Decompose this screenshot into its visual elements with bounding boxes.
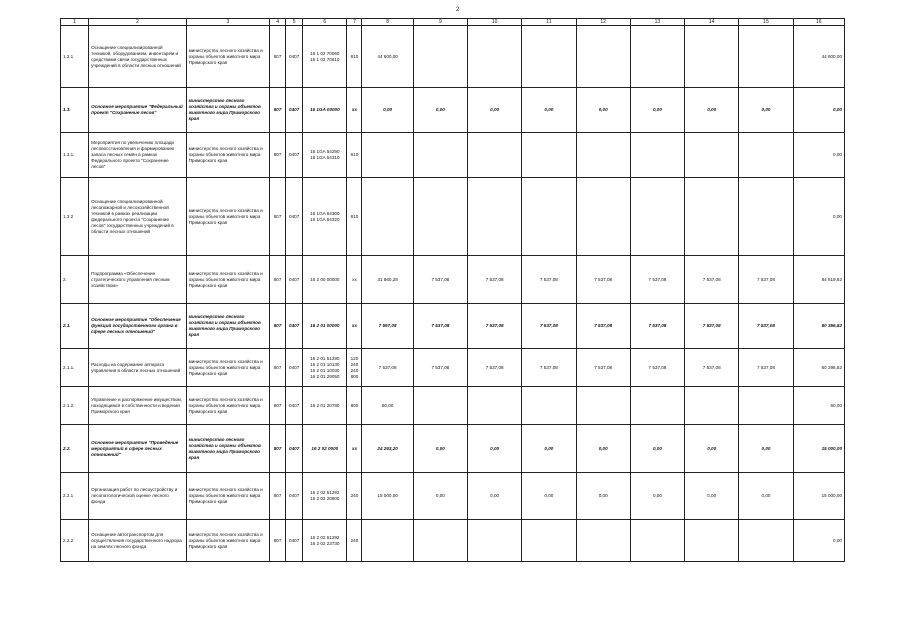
amount-year-10 [468,178,522,256]
header-cell: 16 [793,19,844,26]
amount-year-11 [522,133,576,178]
amount-year-11: 0,00 [522,425,576,473]
amount-year-15 [739,178,793,256]
amount-col8 [362,178,413,256]
amount-year-12: 0,00 [576,425,630,473]
vr-code: 610 [347,133,362,178]
grbs-code: 807 [270,520,286,562]
amount-year-14: 0,00 [685,425,739,473]
amount-year-13: 7 537,08 [630,349,684,387]
csr-code: 16 1GA 54320 [310,216,340,222]
csr-code: 16 1 02 70610 [310,56,340,62]
table-row [61,88,845,133]
header-cell: 5 [286,19,303,26]
grbs-code: 807 [270,133,286,178]
csr-code: 16 1GA 54290 [310,149,340,154]
row-number: 2. [61,256,89,304]
amount-year-9: 0,00 [413,425,467,473]
measure-name: Мероприятия по увеличению площади лесовосстановления и формированию запаса лесных семян в рамках Федерального проекта "Сохранение лесов" [89,133,186,178]
amount-year-9 [413,387,467,425]
amount-col8: 60,00 [362,387,413,425]
amount-total: 84 619,82 [793,256,844,304]
csr-codes [303,304,347,349]
csr-code: 16 2 01 00000 [310,323,340,328]
measure-name: Основное мероприятие "Федеральный проект "Сохранение лесов" [89,88,186,133]
amount-year-9 [413,520,467,562]
csr-codes [303,256,347,304]
header-cell: 1 [61,19,89,26]
measure-name: Оснащение специализированной техникой, оборудованием, инвентарем и средствами связи государственных учреждений в области лесных отношений [89,26,186,88]
amount-year-15: 0,00 [739,425,793,473]
amount-col8 [362,520,413,562]
header-cell: 11 [522,19,576,26]
csr-code: 16 2 02 20800 [310,496,340,501]
header-cell: 3 [186,19,269,26]
amount-col8: 15 000,00 [362,473,413,520]
amount-year-10 [468,520,522,562]
header-cell: 10 [468,19,522,26]
amount-year-14: 0,00 [685,88,739,133]
amount-year-11: 0,00 [522,88,576,133]
amount-year-14 [685,26,739,88]
table-row [61,256,845,304]
amount-year-10 [468,133,522,178]
header-row [61,19,845,26]
amount-year-10: 7 537,08 [468,349,522,387]
amount-year-14 [685,178,739,256]
amount-year-11 [522,520,576,562]
amount-year-12: 0,00 [576,473,630,520]
amount-year-9: 0,00 [413,473,467,520]
amount-year-12 [576,520,630,562]
amount-year-10: 0,00 [468,473,522,520]
vr-code: 240 [347,473,362,520]
row-number: 2.2.1 [61,473,89,520]
responsible-org: министерство лесного хозяйства и охраны объектов животного мира Приморского края [186,349,269,387]
amount-year-15: 7 537,08 [739,349,793,387]
grbs-code: 807 [270,349,286,387]
rzpr-code: 0407 [286,178,303,256]
amount-year-15 [739,133,793,178]
amount-year-12: 7 537,08 [576,304,630,349]
rzpr-code: 0407 [286,520,303,562]
grbs-code: 807 [270,88,286,133]
table-row [61,425,845,473]
amount-col8 [362,133,413,178]
csr-code: 16 2 02 51292 [310,490,340,495]
header-cell: 8 [362,19,413,26]
rzpr-code: 0407 [286,256,303,304]
amount-year-14 [685,387,739,425]
amount-year-15: 7 537,08 [739,304,793,349]
rzpr-code: 0407 [286,88,303,133]
header-cell: 12 [576,19,630,26]
page-number: 2 [456,7,460,13]
csr-code: 16 2 01 29050 [310,373,340,379]
measure-name: Основное мероприятие "Проведение мероприятий в сфере лесных отношений" [89,425,186,473]
responsible-org: министерство лесного хозяйства и охраны объектов животного мира Приморского края [186,133,269,178]
csr-code: 16 2 00 00000 [310,276,340,282]
row-number: 2.2. [61,425,89,473]
amount-year-10: 7 537,08 [468,304,522,349]
amount-col8: 31 860,28 [362,256,413,304]
csr-codes [303,88,347,133]
amount-year-10 [468,387,522,425]
amount-year-9 [413,26,467,88]
header-cell: 14 [685,19,739,26]
table-row [61,387,845,425]
responsible-org: министерство лесного хозяйства и охраны объектов животного мира Приморского края [186,256,269,304]
amount-year-14: 7 537,08 [685,304,739,349]
rzpr-code: 0407 [286,26,303,88]
csr-codes [303,178,347,256]
responsible-org: министерство лесного хозяйства и охраны объектов животного мира Приморского края [186,387,269,425]
amount-year-9: 7 537,08 [413,304,467,349]
amount-year-13: 0,00 [630,88,684,133]
csr-code: 16 2 01 10030 [310,367,340,373]
rzpr-code: 0407 [286,473,303,520]
amount-year-13 [630,133,684,178]
amount-year-13: 0,00 [630,473,684,520]
amount-year-12 [576,26,630,88]
csr-code: 16 2 02 51292 [310,534,340,540]
amount-total: 60,00 [793,387,844,425]
header-cell: 7 [347,19,362,26]
header-cell: 13 [630,19,684,26]
amount-year-12: 7 537,08 [576,349,630,387]
rzpr-code: 0407 [286,425,303,473]
csr-codes [303,520,347,562]
vr-code: хх [347,425,362,473]
amount-year-9: 7 537,08 [413,256,467,304]
amount-col8: 7 537,08 [362,349,413,387]
table-row [61,520,845,562]
csr-code: 16 2 02 23730 [310,540,340,546]
budget-table [60,18,845,562]
csr-codes [303,473,347,520]
csr-codes [303,425,347,473]
row-number: 2.1.2. [61,387,89,425]
amount-year-9: 7 537,08 [413,349,467,387]
vr-code: хх [347,256,362,304]
table-row [61,178,845,256]
amount-total: 0,00 [793,133,844,178]
amount-year-13 [630,26,684,88]
amount-year-13 [630,387,684,425]
grbs-code: 807 [270,178,286,256]
amount-year-9 [413,133,467,178]
table-body [61,19,845,562]
amount-col8: 44 600,00 [362,26,413,88]
csr-codes [303,387,347,425]
amount-year-12: 7 537,08 [576,256,630,304]
csr-code: 16 1 02 70060 [310,50,340,56]
amount-year-11 [522,26,576,88]
amount-col8: 0,00 [362,88,413,133]
amount-year-11 [522,178,576,256]
vr-code: хх [347,88,362,133]
amount-total: 0,00 [793,88,844,133]
amount-col8: 24 263,20 [362,425,413,473]
amount-year-10: 7 537,08 [468,256,522,304]
amount-year-14: 7 537,08 [685,256,739,304]
amount-year-14: 7 537,08 [685,349,739,387]
header-cell: 4 [270,19,286,26]
row-number: 1.3.2 [61,178,89,256]
header-cell: 9 [413,19,467,26]
measure-name: Управление и распоряжение имуществом, находящимся в собственности и ведении Приморского края [89,387,186,425]
amount-year-12: 0,00 [576,88,630,133]
grbs-code: 807 [270,304,286,349]
grbs-code: 807 [270,256,286,304]
amount-total: 0,00 [793,178,844,256]
row-number: 2.1.1. [61,349,89,387]
rzpr-code: 0407 [286,349,303,387]
vr-code: 240 [347,520,362,562]
amount-year-10: 0,00 [468,425,522,473]
amount-year-10: 0,00 [468,88,522,133]
amount-year-10 [468,26,522,88]
amount-total: 60 296,82 [793,349,844,387]
responsible-org: министерство лесного хозяйства и охраны объектов животного мира Приморского края [186,520,269,562]
row-number: 1.3. [61,88,89,133]
amount-year-9: 0,00 [413,88,467,133]
row-number: 1.3.1. [61,133,89,178]
amount-year-15 [739,387,793,425]
amount-year-15: 0,00 [739,88,793,133]
vr-code: 800 [347,387,362,425]
amount-year-12 [576,133,630,178]
rzpr-code: 0407 [286,387,303,425]
row-number: 1.2.1 [61,26,89,88]
amount-total: 15 000,00 [793,425,844,473]
csr-codes [303,349,347,387]
header-cell: 15 [739,19,793,26]
grbs-code: 807 [270,387,286,425]
amount-year-14 [685,520,739,562]
table-row [61,133,845,178]
amount-year-11: 7 537,08 [522,304,576,349]
csr-code: 16 1GA 54310 [310,155,340,160]
row-number: 2.2.2 [61,520,89,562]
amount-year-15: 7 537,08 [739,256,793,304]
amount-year-14: 0,00 [685,473,739,520]
amount-year-15: 0,00 [739,473,793,520]
amount-year-11: 7 537,08 [522,349,576,387]
header-cell: 2 [89,19,186,26]
csr-codes [303,133,347,178]
csr-code: 16 2 01 20780 [310,402,340,408]
csr-code: 16 2 02 0000 [311,445,339,451]
amount-year-11 [522,387,576,425]
row-number: 2.1. [61,304,89,349]
amount-year-14 [685,133,739,178]
vr-code: 610 [347,178,362,256]
csr-code: 16 1GA 00000 [309,107,340,112]
amount-year-13 [630,178,684,256]
table-row [61,26,845,88]
amount-total: 0,00 [793,520,844,562]
csr-codes [303,26,347,88]
measure-name: Подпрограмма «Обеспечение стратегического управления лесным хозяйством» [89,256,186,304]
vr-code: хх [347,304,362,349]
amount-year-13: 7 537,08 [630,304,684,349]
header-cell: 6 [303,19,347,26]
vr-code: 120 240 240 800 [347,349,362,387]
responsible-org: министерство лесного хозяйства и охраны объектов животного мира Приморского края [186,26,269,88]
amount-year-13 [630,520,684,562]
amount-year-9 [413,178,467,256]
csr-code: 16 2 01 10130 [310,361,340,367]
rzpr-code: 0407 [286,304,303,349]
responsible-org: министерство лесного хозяйства и охраны объектов животного мира Приморского края [186,425,269,473]
amount-year-13: 7 537,08 [630,256,684,304]
table-row [61,304,845,349]
amount-year-11: 0,00 [522,473,576,520]
measure-name: Оснащение автотранспортом для осуществления государственного надзора на землях лесного фонда [89,520,186,562]
grbs-code: 807 [270,473,286,520]
responsible-org: министерство лесного хозяйства и охраны объектов животного мира Приморского края [186,473,269,520]
measure-name: Оснащение специализированной лесопожарной и лесохозяйственной техникой в рамках реализации федерального проекта "Сохранение лесов" государственных учреждений в области лесных отношений [89,178,186,256]
table-row [61,473,845,520]
responsible-org: министерство лесного хозяйства и охраны объектов животного мира Приморского края [186,304,269,349]
measure-name: Основное мероприятие "Обеспечение функций государственного органа в сфере лесных отношений" [89,304,186,349]
csr-code: 16 1GA 54300 [310,210,340,216]
table-row [61,349,845,387]
measure-name: Организация работ по лесоустройству и лесопатологической оценке лесного фонда [89,473,186,520]
rzpr-code: 0407 [286,133,303,178]
vr-code: 610 [347,26,362,88]
grbs-code: 807 [270,26,286,88]
amount-year-12 [576,178,630,256]
amount-year-15 [739,26,793,88]
amount-year-15 [739,520,793,562]
responsible-org: министерство лесного хозяйства и охраны объектов животного мира Приморского края [186,178,269,256]
amount-total: 44 600,00 [793,26,844,88]
amount-total: 60 356,82 [793,304,844,349]
amount-col8: 7 597,08 [362,304,413,349]
amount-year-13: 0,00 [630,425,684,473]
amount-year-11: 7 537,08 [522,256,576,304]
csr-code: 16 2 01 51290 [310,355,340,361]
measure-name: Расходы на содержание аппарата управления в области лесных отношений [89,349,186,387]
amount-year-12 [576,387,630,425]
responsible-org: министерство лесного хозяйства и охраны объектов животного мира Приморского края [186,88,269,133]
amount-total: 15 000,00 [793,473,844,520]
grbs-code: 807 [270,425,286,473]
